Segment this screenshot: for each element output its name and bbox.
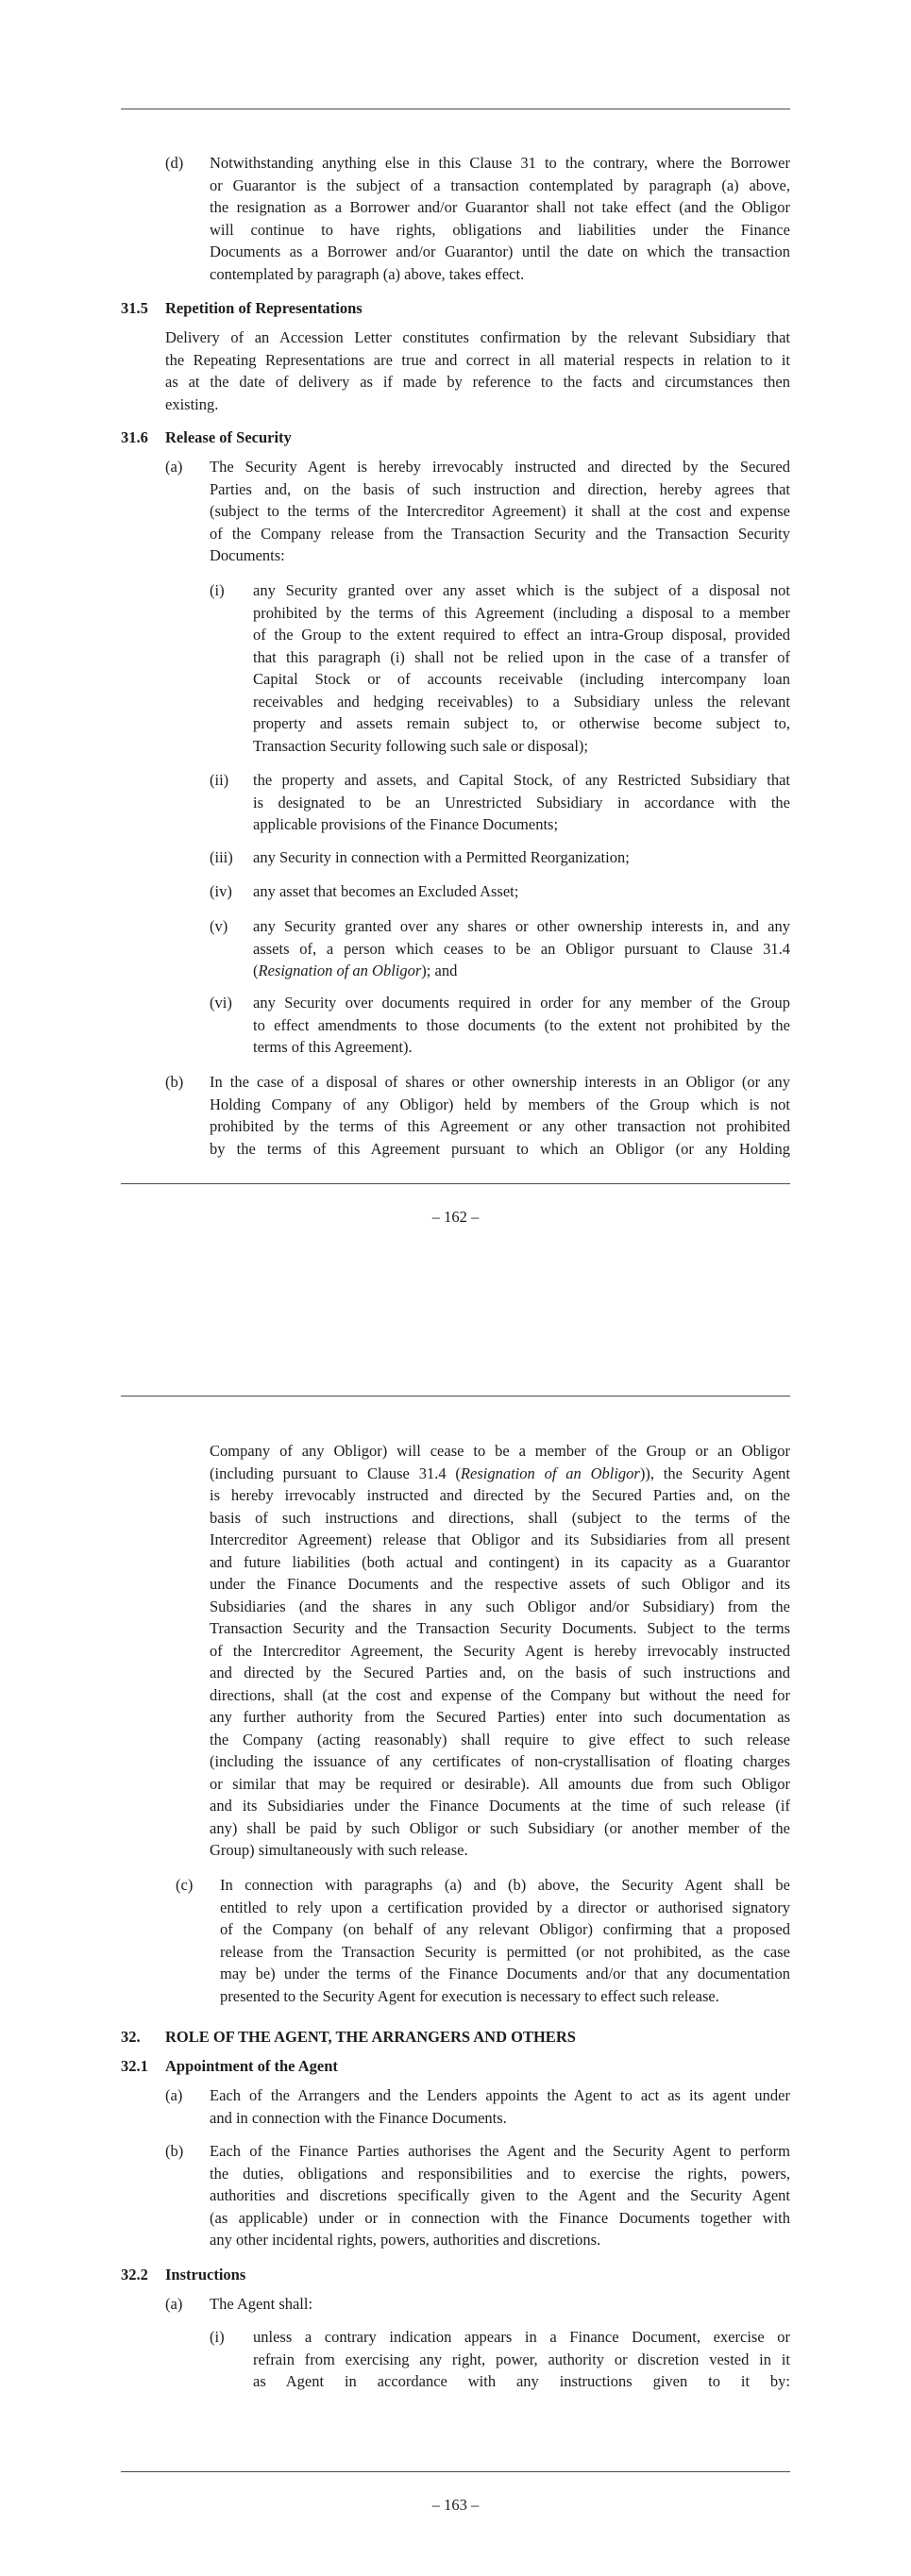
header-rule [121, 1396, 790, 1397]
text-line: entitled to rely upon a certification provided by a director or authorised signatory [220, 1898, 790, 1916]
text-line: and future liabilities (both actual and contingent) in its capacity as a Guarantor [210, 1552, 790, 1571]
paragraph-b [210, 1071, 790, 1160]
text-line: receivables and hedging receivables) to a Subsidiary unless the relevant [253, 692, 790, 711]
text-line: The Security Agent is hereby irrevocably instructed and directed by the Secured [210, 458, 790, 476]
sub-paragraph-ii [253, 769, 790, 836]
text-line: (subject to the terms of the Intercreditor Agreement) it shall at the cost and expense [210, 502, 790, 520]
paragraph-b-continued [210, 1440, 790, 1862]
text-segment: ); and [421, 962, 458, 979]
text-line: by the terms of this Agreement pursuant to which an Obligor (or any Holding [210, 1139, 790, 1158]
text-line: any asset that becomes an Excluded Asset; [253, 882, 519, 900]
text-line: Each of the Arrangers and the Lenders appoints the Agent to act as its agent under [210, 2086, 790, 2104]
text-line: Each of the Finance Parties authorises the Agent and the Security Agent to perform [210, 2142, 790, 2160]
sub-paragraph-vi [253, 992, 790, 1059]
text-line: as at the date of delivery as if made by reference to the facts and circumstances then [165, 373, 790, 391]
text-line: Holding Company of any Obligor) held by members of the Group which is not [210, 1095, 790, 1113]
text-line: existing. [165, 394, 219, 413]
clause-heading: Release of Security [165, 428, 292, 446]
para-label: (b) [165, 1073, 184, 1091]
clause-number: 32.2 [121, 2266, 148, 2283]
text-line: the resignation as a Borrower and/or Guarantor shall not take effect (and the Obligor [210, 198, 790, 216]
text-line: applicable provisions of the Finance Documents; [253, 815, 559, 833]
sub-paragraph-iii [253, 846, 790, 869]
text-line: basis of such instructions and directions, shall (subject to the terms of the [210, 1508, 790, 1527]
clause-number: 32. [121, 2028, 141, 2046]
text-segment: ( [253, 962, 259, 979]
sub-para-label: (v) [210, 917, 228, 935]
text-line: to effect amendments to those documents (to the extent not prohibited by the [253, 1015, 790, 1034]
page-number: – 162 – [431, 1208, 480, 1226]
text-line: Capital Stock or of accounts receivable (including intercompany loan [253, 670, 790, 688]
text-line: refrain from exercising any right, power, authority or discretion vested in it [253, 2350, 790, 2368]
text-line: and in connection with the Finance Documents. [210, 2108, 507, 2127]
text-line: the property and assets, and Capital Stock, of any Restricted Subsidiary that [253, 771, 790, 789]
text-line: Notwithstanding anything else in this Clause 31 to the contrary, where the Borrower [210, 154, 790, 172]
text-line: the Company (acting reasonably) shall require to give effect to such release [210, 1730, 790, 1748]
text-line: is hereby irrevocably instructed and directed by the Secured Parties and, on the [210, 1486, 790, 1504]
text-line: (including the issuance of any certificates of non-crystallisation of floating charges [210, 1752, 790, 1770]
text-line: under the Finance Documents and the respective assets of such Obligor and its [210, 1575, 790, 1593]
italic-reference: Resignation of an Obligor [460, 1464, 640, 1482]
text-line: any Security granted over any asset which is the subject of a disposal not [253, 581, 790, 599]
sub-para-label: (i) [210, 581, 225, 599]
text-line: the duties, obligations and responsibilities and to exercise the rights, powers, [210, 2164, 790, 2183]
text-segment: )), the Security Agent [639, 1464, 791, 1482]
text-line: of the Company release from the Transaction Security and the Transaction Security [210, 524, 790, 543]
text-line: of the Group to the extent required to effect an intra-Group disposal, provided [253, 626, 790, 644]
text-line: Documents: [210, 546, 285, 564]
text-line: the Repeating Representations are true and correct in all material respects in relation to it [165, 350, 790, 369]
sub-paragraph-iv [253, 880, 790, 903]
text-line: is designated to be an Unrestricted Subsidiary in accordance with the [253, 793, 790, 811]
text-line: prohibited by the terms of this Agreement or any other transaction not prohibited [210, 1117, 790, 1135]
text-line: any) shall be paid by such Obligor or such Subsidiary (or another member of the [210, 1818, 790, 1837]
para-label: (a) [165, 458, 183, 476]
clause-heading: Instructions [165, 2266, 246, 2283]
footer-rule [121, 1183, 790, 1184]
text-line: or Guarantor is the subject of a transaction contemplated by paragraph (a) above, [210, 176, 790, 194]
paragraph-a [210, 2293, 790, 2316]
text-line: unless a contrary indication appears in a Finance Document, exercise or [253, 2328, 790, 2346]
paragraph-c [220, 1874, 790, 2007]
clause-number: 31.6 [121, 428, 148, 446]
sub-para-label: (iii) [210, 848, 233, 866]
text-line: presented to the Security Agent for execution is necessary to effect such release. [220, 1986, 719, 2005]
text-line: prohibited by the terms of this Agreement (including a disposal to a member [253, 603, 790, 622]
text-line: will continue to have rights, obligations and liabilities under the Finance [210, 220, 790, 239]
italic-reference: Resignation of an Obligor [258, 962, 422, 979]
text-line: Transaction Security and the Transaction Security Documents. Subject to the terms [210, 1619, 790, 1637]
text-line: Intercreditor Agreement) release that Obligor and its Subsidiaries from all present [210, 1531, 790, 1548]
text-line: of the Intercreditor Agreement, the Security Agent is hereby irrevocably instructed [210, 1641, 790, 1660]
text-line: assets of, a person which ceases to be an Obligor pursuant to Clause 31.4 [253, 939, 790, 958]
sub-para-label: (iv) [210, 882, 232, 900]
sub-para-label: (vi) [210, 994, 232, 1012]
text-line: authorities and discretions specifically given to the Agent and the Security Agent [210, 2186, 790, 2204]
text-line: may be) under the terms of the Finance Documents and/or that any documentation [220, 1965, 790, 1982]
text-line: any Security over documents required in order for any member of the Group [253, 994, 790, 1012]
text-line: or similar that may be required or desirable). All amounts due from such Obligor [210, 1774, 790, 1793]
paragraph-b [210, 2140, 790, 2251]
sub-paragraph-v [253, 915, 790, 982]
text-line: In connection with paragraphs (a) and (b) above, the Security Agent shall be [220, 1876, 790, 1894]
clause-number: 32.1 [121, 2057, 148, 2075]
paragraph-a [210, 456, 790, 567]
sub-para-label: (i) [210, 2328, 225, 2346]
page-number: – 163 – [431, 2496, 480, 2514]
para-label: (b) [165, 2142, 184, 2160]
clause-heading: Repetition of Representations [165, 299, 363, 317]
text-line: Documents as a Borrower and/or Guarantor) until the date on which the transaction [210, 243, 790, 260]
text-line: any further authority from the Secured Parties) enter into such documentation as [210, 1708, 790, 1726]
para-label: (a) [165, 2295, 183, 2313]
text-line: directions, shall (at the cost and expense of the Company but without the need for [210, 1685, 790, 1704]
footer-rule [121, 2471, 790, 2472]
text-line [210, 1463, 790, 1485]
text-line: contemplated by paragraph (a) above, takes effect. [210, 264, 525, 283]
sub-paragraph-i [253, 579, 790, 757]
text-line: Group) simultaneously with such release. [210, 1841, 468, 1859]
text-line: and its Subsidiaries under the Finance Documents at the time of such release (if [210, 1797, 790, 1815]
text-line: release from the Transaction Security is permitted (or not prohibited, as the case [220, 1942, 790, 1961]
paragraph-a [210, 2084, 790, 2129]
text-line: Parties and, on the basis of such instruction and direction, hereby agrees that [210, 479, 790, 498]
paragraph-d [210, 152, 790, 285]
text-line: that this paragraph (i) shall not be relied upon in the case of a transfer of [253, 647, 790, 666]
text-line: Company of any Obligor) will cease to be a member of the Group or an Obligor [210, 1442, 790, 1460]
para-label: (c) [176, 1876, 194, 1894]
clause-31-5-text [165, 326, 790, 415]
para-label: (a) [165, 2086, 183, 2104]
clause-number: 31.5 [121, 299, 148, 317]
text-line [253, 960, 790, 982]
sub-para-label: (ii) [210, 771, 229, 789]
text-line: Delivery of an Accession Letter constitutes confirmation by the relevant Subsidiary that [165, 328, 790, 346]
text-line: property and assets remain subject to, or otherwise become subject to, [253, 714, 790, 732]
text-segment: (including pursuant to Clause 31.4 ( [210, 1464, 461, 1482]
text-line: as Agent in accordance with any instructions given to it by: [253, 2372, 790, 2390]
clause-heading: ROLE OF THE AGENT, THE ARRANGERS AND OTHERS [165, 2028, 576, 2046]
text-line: The Agent shall: [210, 2295, 313, 2313]
text-line: In the case of a disposal of shares or other ownership interests in an Obligor (or any [210, 1073, 790, 1091]
clause-heading: Appointment of the Agent [165, 2057, 338, 2075]
text-line: and directed by the Secured Parties and, on the basis of such instructions and [210, 1664, 790, 1681]
text-line: Subsidiaries (and the shares in any such Obligor and/or Subsidiary) from the [210, 1597, 790, 1615]
text-line: of the Company (on behalf of any relevant Obligor) confirming that a proposed [220, 1920, 790, 1938]
text-line: any other incidental rights, powers, authorities and discretions. [210, 2231, 601, 2249]
text-line: terms of this Agreement). [253, 1038, 413, 1056]
text-line: Transaction Security following such sale or disposal); [253, 736, 589, 755]
text-line: (as applicable) under or in connection with the Finance Documents together with [210, 2208, 790, 2227]
sub-paragraph-i [253, 2326, 790, 2393]
text-line: any Security in connection with a Permitted Reorganization; [253, 848, 630, 866]
text-line: any Security granted over any shares or other ownership interests in, and any [253, 917, 790, 935]
para-label: (d) [165, 154, 184, 172]
